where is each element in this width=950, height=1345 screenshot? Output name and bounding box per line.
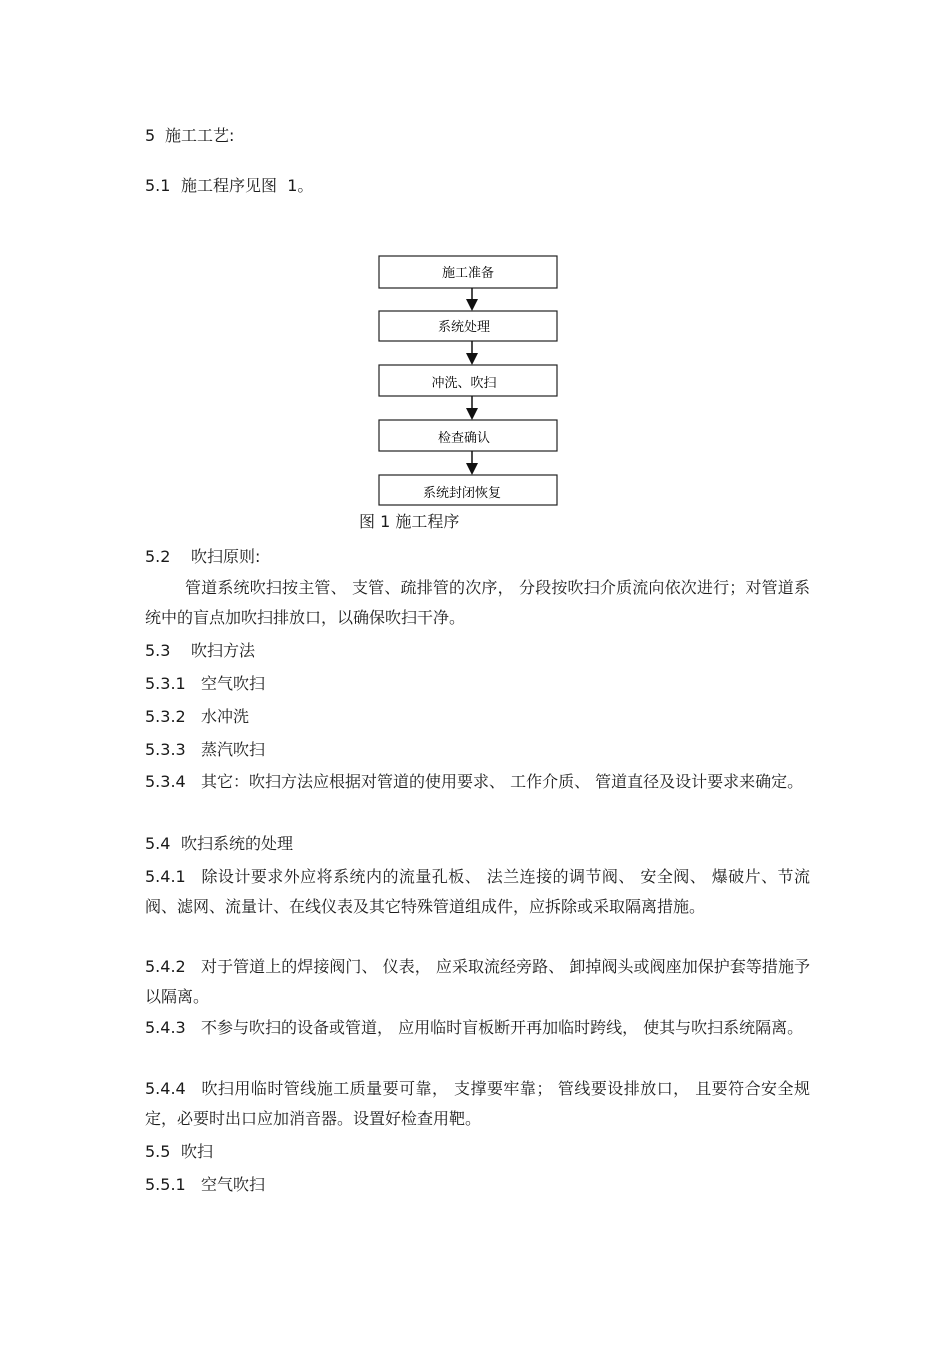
section-title: 吹扫方法 xyxy=(191,641,256,660)
section-number: 5.5 xyxy=(145,1142,171,1161)
flowchart xyxy=(370,250,570,510)
flow-step-4-label: 检查确认 xyxy=(437,431,491,446)
section-number: 5 xyxy=(145,126,156,145)
flow-step-3-label: 冲洗、吹扫 xyxy=(431,376,497,391)
section-text: 其它：吹扫方法应根据对管道的使用要求、 工作介质、 管道直径及设计要求来确定。 xyxy=(201,772,804,791)
section-text: 不参与吹扫的设备或管道， 应用临时盲板断开再加临时跨线， 使其与吹扫系统隔离。 xyxy=(201,1018,804,1037)
section-title: 吹扫系统的处理 xyxy=(181,834,294,853)
section-title: 施工工艺: xyxy=(165,126,235,145)
section-number: 5.2 xyxy=(145,547,171,566)
section-text: 空气吹扫 xyxy=(201,674,266,693)
section-5-4-heading xyxy=(145,834,293,854)
flow-step-5-label: 系统封闭恢复 xyxy=(422,486,502,501)
section-5-5-heading xyxy=(145,1142,213,1162)
section-number: 5.3.1 xyxy=(145,674,186,693)
section-5-2-body: 管道系统吹扫按主管、 支管、疏排管的次序， 分段按吹扫介质流向依次进行；对管道系统中的盲点加吹扫排放口，以确保吹扫干净。 xyxy=(145,578,810,627)
flow-step-2 xyxy=(379,311,557,341)
flow-step-5 xyxy=(379,475,557,505)
section-text: 蒸汽吹扫 xyxy=(201,740,266,759)
section-number: 5.3.2 xyxy=(145,707,186,726)
section-number: 5.5.1 xyxy=(145,1175,186,1194)
section-number: 5.4.4 xyxy=(145,1079,186,1098)
section-5-5-1 xyxy=(145,1175,265,1195)
section-number: 5.4.1 xyxy=(145,867,186,886)
section-5-1 xyxy=(145,176,313,196)
section-title: 吹扫原则: xyxy=(191,547,261,566)
section-5-3-4 xyxy=(145,767,810,797)
section-text: 空气吹扫 xyxy=(201,1175,266,1194)
flow-step-3 xyxy=(379,365,557,396)
section-5-3-3 xyxy=(145,740,265,760)
section-text: 除设计要求外应将系统内的流量孔板、 法兰连接的调节阀、 安全阀、 爆破片、节流阀、滤网、流量计、在线仪表及其它特殊管道组成件，应拆除或采取隔离措施。 xyxy=(145,867,810,916)
section-5-4-4 xyxy=(145,1074,810,1134)
figure-reference: 1。 xyxy=(287,176,314,195)
section-5-3-2 xyxy=(145,707,249,727)
section-number: 5.3.4 xyxy=(145,772,186,791)
section-number: 5.3 xyxy=(145,641,171,660)
section-number: 5.4 xyxy=(145,834,171,853)
section-number: 5.1 xyxy=(145,176,171,195)
section-5-4-1 xyxy=(145,862,810,922)
flow-step-1 xyxy=(379,256,557,288)
section-5-4-2 xyxy=(145,952,810,1012)
section-text: 吹扫用临时管线施工质量要可靠， 支撑要牢靠； 管线要设排放口， 且要符合安全规定，必要时出口应加消音器。设置好检查用靶。 xyxy=(145,1079,810,1128)
section-text: 施工程序见图 xyxy=(181,176,278,195)
flow-step-2-label: 系统处理 xyxy=(437,320,491,335)
section-number: 5.4.2 xyxy=(145,957,186,976)
section-5-3-heading xyxy=(145,641,255,661)
section-text: 对于管道上的焊接阀门、 仪表， 应采取流经旁路、 卸掉阀头或阀座加保护套等措施予以隔离。 xyxy=(145,957,810,1006)
section-number: 5.4.3 xyxy=(145,1018,186,1037)
section-5-3-1 xyxy=(145,674,265,694)
section-5-2-heading xyxy=(145,547,260,567)
flow-step-4 xyxy=(379,420,557,451)
section-number: 5.3.3 xyxy=(145,740,186,759)
flow-step-1-label: 施工准备 xyxy=(441,266,495,281)
section-text: 水冲洗 xyxy=(201,707,250,726)
figure-caption: 图 1 施工程序 xyxy=(359,512,460,531)
section-5-4-3 xyxy=(145,1013,810,1043)
section-5-heading xyxy=(145,126,234,146)
section-title: 吹扫 xyxy=(181,1142,214,1161)
